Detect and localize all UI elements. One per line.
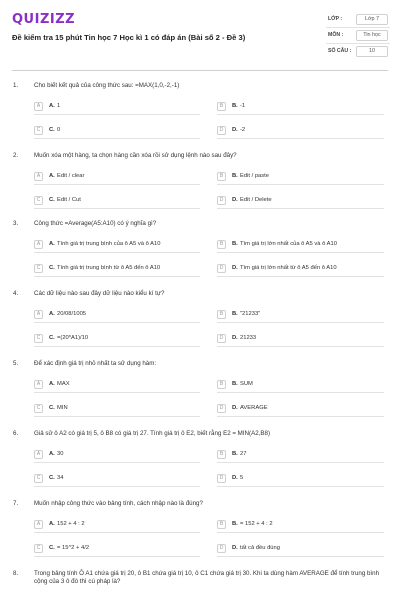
option-text: 0	[57, 127, 61, 133]
option-underline	[34, 208, 200, 209]
option-underline	[34, 392, 200, 393]
option-a-checkbox[interactable]: A	[34, 310, 43, 319]
option-text: 152 + 4 : 2	[57, 521, 85, 527]
option-underline	[217, 486, 384, 487]
question-text: Cho biết kết quả của công thức sau: =MAX(1,0,-2,-1)	[34, 82, 180, 89]
option-d-checkbox[interactable]: D	[217, 334, 226, 343]
option-text: =(20*A1)/10	[57, 335, 89, 341]
option-b-checkbox[interactable]: B	[217, 380, 226, 389]
option-text: Tính giá trị trung bình từ ô A5 đến ô A10	[57, 265, 161, 271]
option-a-checkbox[interactable]: A	[34, 102, 43, 111]
option-d-checkbox[interactable]: D	[217, 474, 226, 483]
option-text: 27	[240, 451, 247, 457]
question-number: 7.	[13, 500, 19, 507]
option-letter: B.	[232, 521, 238, 527]
option-d-checkbox[interactable]: D	[217, 126, 226, 135]
option-text: MIN	[57, 405, 68, 411]
option-letter: A.	[49, 521, 55, 527]
option-underline	[217, 416, 384, 417]
class-label: LỚP :	[328, 16, 343, 22]
option-underline	[217, 392, 384, 393]
option-d-checkbox[interactable]: D	[217, 264, 226, 273]
question-number: 5.	[13, 360, 19, 367]
option-d-checkbox[interactable]: D	[217, 404, 226, 413]
option-text: 5	[240, 475, 244, 481]
option-underline	[217, 252, 384, 253]
option-underline	[217, 462, 384, 463]
option-text: = 152 + 4 : 2	[240, 521, 273, 527]
question-number: 6.	[13, 430, 19, 437]
option-text: "21233"	[240, 311, 261, 317]
header-divider	[12, 70, 388, 71]
meta-divider	[326, 43, 390, 44]
option-b-checkbox[interactable]: B	[217, 240, 226, 249]
option-underline	[34, 346, 200, 347]
option-letter: A.	[49, 241, 55, 247]
option-c-checkbox[interactable]: C	[34, 404, 43, 413]
option-a-checkbox[interactable]: A	[34, 240, 43, 249]
question-number: 1.	[13, 82, 19, 89]
option-letter: C.	[49, 545, 55, 551]
question-number: 4.	[13, 290, 19, 297]
option-letter: A.	[49, 311, 55, 317]
option-c-checkbox[interactable]: C	[34, 334, 43, 343]
option-letter: B.	[232, 241, 238, 247]
quizizz-logo: QUIZIZZ	[12, 12, 76, 27]
option-c-checkbox[interactable]: C	[34, 474, 43, 483]
option-letter: A.	[49, 103, 55, 109]
option-letter: D.	[232, 405, 238, 411]
option-underline	[217, 184, 384, 185]
option-underline	[217, 276, 384, 277]
option-text: -1	[240, 103, 246, 109]
option-a-checkbox[interactable]: A	[34, 380, 43, 389]
subject-label: MÔN :	[328, 32, 344, 38]
option-underline	[217, 322, 384, 323]
option-letter: B.	[232, 381, 238, 387]
option-letter: B.	[232, 311, 238, 317]
option-letter: A.	[49, 451, 55, 457]
option-letter: C.	[49, 475, 55, 481]
option-underline	[34, 138, 200, 139]
option-letter: C.	[49, 197, 55, 203]
option-underline	[217, 138, 384, 139]
option-letter: C.	[49, 335, 55, 341]
option-underline	[217, 532, 384, 533]
option-text: 34	[57, 475, 64, 481]
question-number: 2.	[13, 152, 19, 159]
option-c-checkbox[interactable]: C	[34, 196, 43, 205]
option-text: tất cả đều đúng	[240, 545, 280, 551]
option-b-checkbox[interactable]: B	[217, 172, 226, 181]
option-underline	[34, 416, 200, 417]
question-text: Muốn nhập công thức vào bảng tính, cách nhập nào là đúng?	[34, 500, 203, 507]
option-underline	[217, 114, 384, 115]
question-text: Muốn xóa một hàng, ta chọn hàng cần xóa rồi sử dụng lệnh nào sau đây?	[34, 152, 237, 159]
option-underline	[34, 556, 200, 557]
option-letter: A.	[49, 381, 55, 387]
option-underline	[34, 276, 200, 277]
option-letter: C.	[49, 265, 55, 271]
option-text: Tìm giá trị lớn nhất từ ô A5 đến ô A10	[240, 265, 337, 271]
option-underline	[34, 462, 200, 463]
option-a-checkbox[interactable]: A	[34, 172, 43, 181]
option-text: 1	[57, 103, 61, 109]
option-c-checkbox[interactable]: C	[34, 264, 43, 273]
question-text: Trong bảng tính Ô A1 chứa giá trị 20, ô B1 chứa giá trị 10, ô C1 chứa giá trị 30. Khi ta dùng hàm AVERAGE để tính trung bình cộng của 3 ô đó thì cú pháp là?	[34, 570, 380, 585]
option-text: AVERAGE	[240, 405, 268, 411]
option-b-checkbox[interactable]: B	[217, 450, 226, 459]
option-letter: C.	[49, 405, 55, 411]
option-a-checkbox[interactable]: A	[34, 520, 43, 529]
subject-value: Tin học	[356, 30, 388, 41]
option-underline	[34, 184, 200, 185]
question-text: Các dữ liệu nào sau đây dữ liệu nào kiểu kí tự?	[34, 290, 165, 297]
option-text: Edit / paste	[240, 173, 270, 179]
option-text: Edit / clear	[57, 173, 85, 179]
option-c-checkbox[interactable]: C	[34, 544, 43, 553]
question-text: Công thức =Average(A5:A10) có ý nghĩa gì?	[34, 220, 157, 227]
option-letter: D.	[232, 127, 238, 133]
question-text: Để xác định giá trị nhỏ nhất ta sử dụng hàm:	[34, 360, 157, 367]
option-letter: D.	[232, 197, 238, 203]
option-a-checkbox[interactable]: A	[34, 450, 43, 459]
option-text: Tìm giá trị lớn nhất của ô A5 và ô A10	[240, 241, 337, 247]
option-underline	[217, 346, 384, 347]
option-b-checkbox[interactable]: B	[217, 102, 226, 111]
option-underline	[217, 208, 384, 209]
meta-divider	[326, 27, 390, 28]
option-text: 30	[57, 451, 64, 457]
option-underline	[34, 486, 200, 487]
option-underline	[217, 556, 384, 557]
option-text: Tính giá trị trung bình của ô A5 và ô A10	[57, 241, 161, 247]
question-number: 8.	[13, 570, 19, 577]
option-text: 20/08/1005	[57, 311, 87, 317]
option-letter: A.	[49, 173, 55, 179]
option-underline	[34, 532, 200, 533]
option-underline	[34, 114, 200, 115]
option-d-checkbox[interactable]: D	[217, 544, 226, 553]
option-text: -2	[240, 127, 246, 133]
option-letter: D.	[232, 335, 238, 341]
option-letter: B.	[232, 451, 238, 457]
option-letter: C.	[49, 127, 55, 133]
option-text: SUM	[240, 381, 253, 387]
question-count-label: SỐ CÂU :	[328, 48, 352, 54]
class-value: Lớp 7	[356, 14, 388, 25]
option-text: Edit / Delete	[240, 197, 272, 203]
option-letter: B.	[232, 173, 238, 179]
document-title: Đề kiểm tra 15 phút Tin học 7 Học kì 1 có đáp án (Bài số 2 - Đề 3)	[12, 33, 246, 42]
option-text: 21233	[240, 335, 257, 341]
option-letter: D.	[232, 265, 238, 271]
option-text: Edit / Cut	[57, 197, 81, 203]
option-c-checkbox[interactable]: C	[34, 126, 43, 135]
option-text: MAX	[57, 381, 70, 387]
option-d-checkbox[interactable]: D	[217, 196, 226, 205]
option-letter: D.	[232, 475, 238, 481]
option-text: = 15^2 + 4/2	[57, 545, 90, 551]
question-number: 3.	[13, 220, 19, 227]
question-count-value: 10	[356, 46, 388, 57]
option-underline	[34, 252, 200, 253]
option-letter: D.	[232, 545, 238, 551]
option-b-checkbox[interactable]: B	[217, 310, 226, 319]
question-text: Giả sử ô A2 có giá trị 5, ô B8 có giá trị 27. Tính giá trị ô E2, biết rằng E2 = MIN(A2,B8)	[34, 430, 271, 437]
header	[0, 0, 400, 64]
option-letter: B.	[232, 103, 238, 109]
option-b-checkbox[interactable]: B	[217, 520, 226, 529]
option-underline	[34, 322, 200, 323]
